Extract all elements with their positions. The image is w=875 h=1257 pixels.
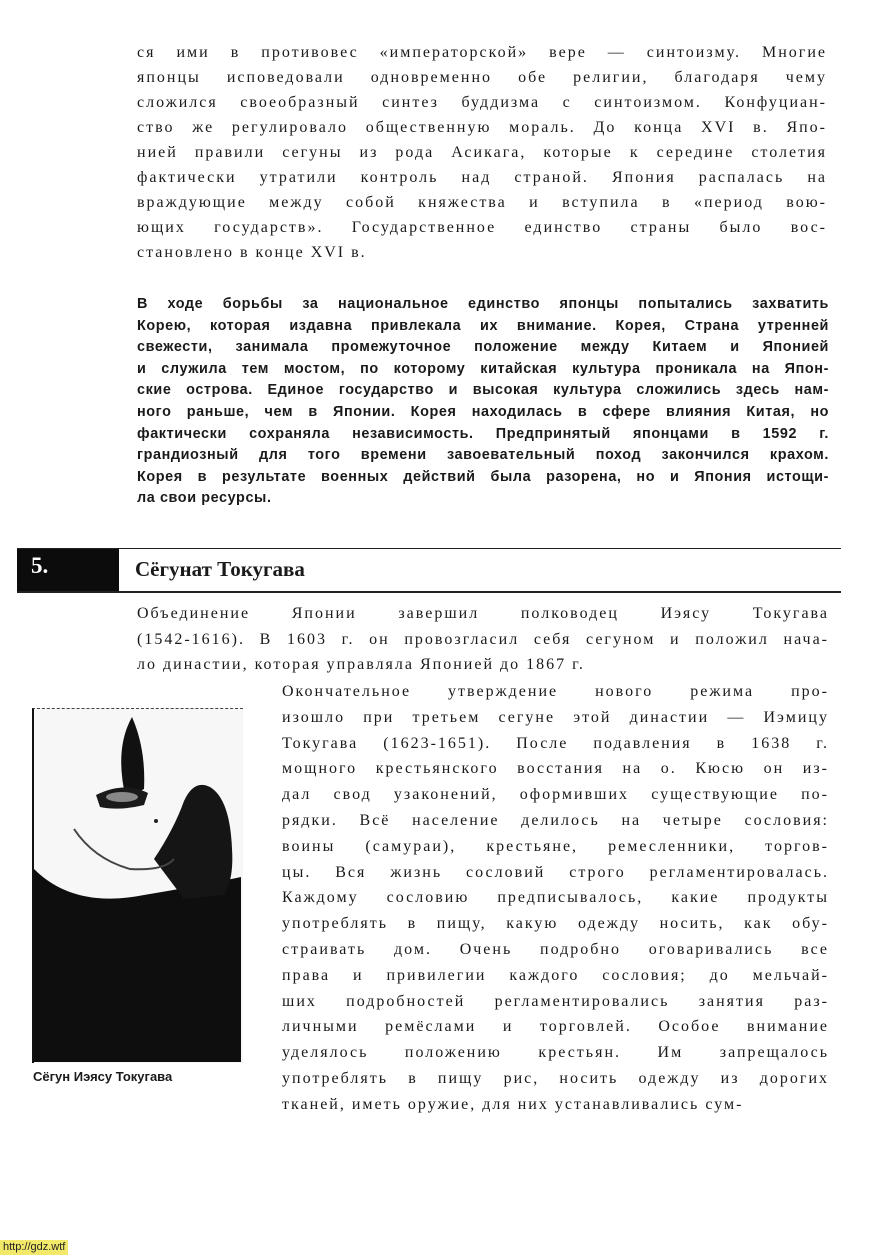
portrait-image: [32, 708, 243, 1063]
bold-text-line: и служила тем мостом, по которому китайская культура проникала на Япон-: [137, 360, 829, 377]
text-line: Токугава (1623-1651). После подавления в 1638 г.: [282, 734, 829, 752]
text-line: нией правили сегуны из рода Асикага, которые к середине столетия: [137, 144, 827, 161]
text-line: уделялось положению крестьян. Им запрещалось: [282, 1044, 829, 1062]
bold-text-line: Корею, которая издавна привлекала их внимание. Корея, Страна утренней: [137, 317, 829, 334]
text-line: изошло при третьем сегуне этой династии — Иэмицу: [282, 708, 829, 726]
bold-text-line: свежести, занимала промежуточное положение между Китаем и Японией: [137, 339, 829, 356]
text-line: тканей, иметь оружие, для них устанавливались сум-: [282, 1095, 744, 1113]
bold-text-line: грандиозный для того времени завоевательный поход закончился крахом.: [137, 447, 829, 464]
text-line: ство же регулировало общественную мораль. До конца XVI в. Япо-: [137, 119, 827, 136]
bold-text-line: ного раньше, чем в Японии. Корея находилась в сфере влияния Китая, но: [137, 403, 829, 420]
text-line: Каждому сословию предписывалось, какие продукты: [282, 889, 829, 907]
paragraph-top: [137, 40, 827, 265]
text-line: сложился своеобразный синтез буддизма с синтоизмом. Конфуциан-: [137, 94, 827, 111]
section-number: 5.: [31, 553, 49, 578]
text-line: страивать дом. Очень подробно оговаривались все: [282, 940, 829, 958]
highlighted-bold-paragraph: [137, 294, 829, 510]
text-line: цы. Вся жизнь сословий строго регламентировалась.: [282, 863, 829, 881]
text-line: мощного крестьянского восстания на о. Кюсю он из-: [282, 760, 829, 778]
figure-caption: Сёгун Иэясу Токугава: [33, 1069, 173, 1084]
text-line: права и привилегии каждого сословия; до мельчай-: [282, 966, 829, 984]
bold-text-line: фактически сохраняла независимость. Предпринятый японцами в 1592 г.: [137, 425, 829, 442]
text-line: фактически утратили контроль над страной. Япония распалась на: [137, 169, 827, 186]
text-line: (1542-1616). В 1603 г. он провозгласил себя сегуном и положил нача-: [137, 630, 829, 648]
text-line: употреблять в пищу рис, носить одежду из дорогих: [282, 1069, 829, 1087]
bold-text-line: ла свои ресурсы.: [137, 490, 272, 507]
text-line: ся ими в противовес «императорской» вере — синтоизму. Многие: [137, 44, 827, 61]
bold-text-line: ские острова. Единое государство и высокая культура сложились здесь нам-: [137, 382, 829, 399]
text-line: враждующие между собой княжества и вступила в «период вою-: [137, 194, 827, 211]
text-line: воины (самураи), крестьяне, ремесленники, торгов-: [282, 837, 829, 855]
bold-text-line: Корея в результате военных действий была разорена, но и Япония истощи-: [137, 468, 829, 485]
text-line: дал свод узаконений, оформивших существующие по-: [282, 786, 829, 804]
text-line: ло династии, которая управляла Японией до 1867 г.: [137, 656, 585, 673]
text-line: рядки. Всё население делилось на четыре сословия:: [282, 811, 829, 829]
section-title: Сёгунат Токугава: [135, 557, 305, 581]
text-line: употреблять в пищу, какую одежду носить, как обу-: [282, 915, 829, 933]
intro-paragraph: [137, 601, 829, 678]
main-paragraph: [282, 679, 829, 1118]
watermark-link[interactable]: http://gdz.wtf: [0, 1240, 68, 1255]
text-line: Окончательное утверждение нового режима про-: [282, 683, 829, 700]
text-line: становлено в конце XVI в.: [137, 244, 367, 261]
section-heading: [17, 548, 841, 593]
text-line: ших подробностей регламентировались занятия раз-: [282, 992, 829, 1010]
bold-text-line: В ходе борьбы за национальное единство японцы попытались захватить: [137, 296, 829, 312]
text-line: ющих государств». Государственное единство страны было вос-: [137, 219, 827, 236]
text-line: японцы исповедовали одновременно обе религии, благодаря чему: [137, 69, 827, 86]
text-line: личными ремёслами и торговлей. Особое внимание: [282, 1018, 829, 1036]
section-number-box: [17, 549, 119, 591]
text-line: Объединение Японии завершил полководец Иэясу Токугава: [137, 605, 829, 622]
